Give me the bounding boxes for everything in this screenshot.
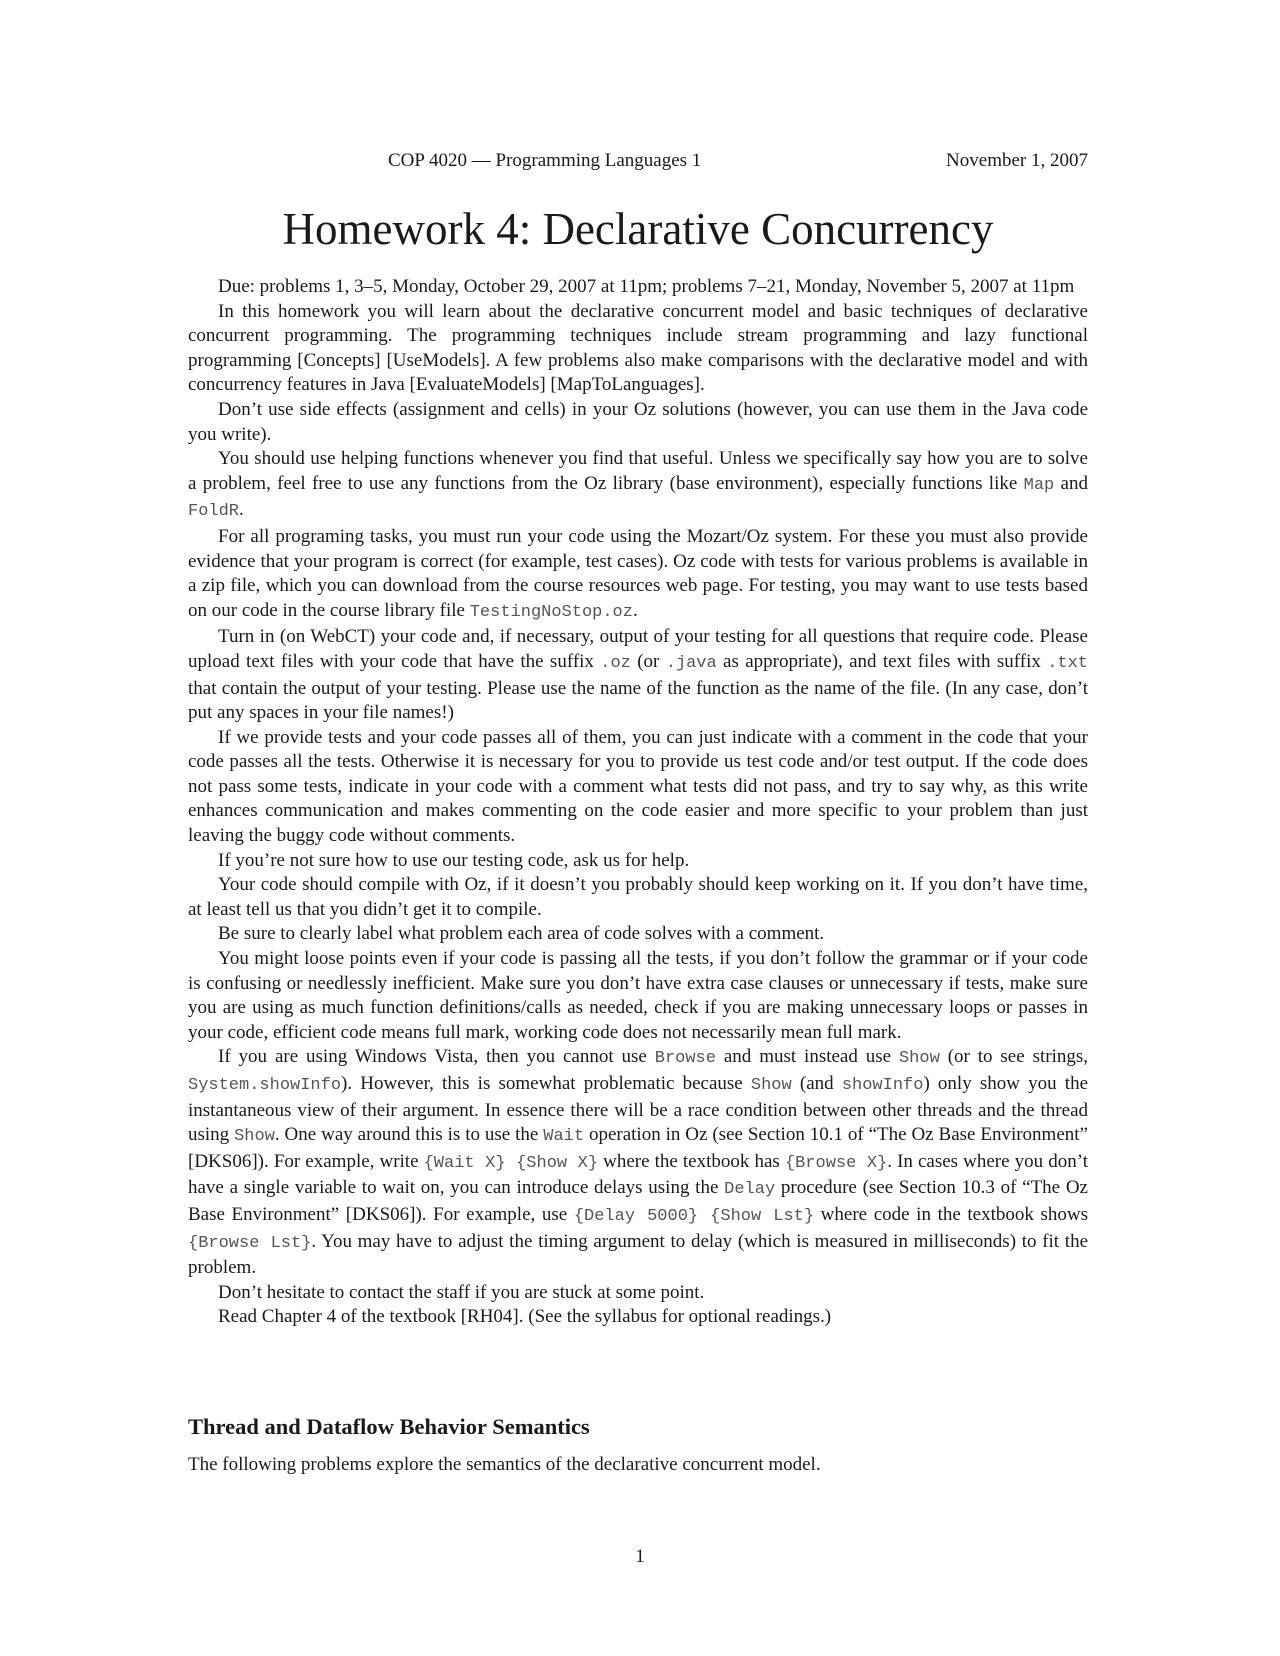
code-browse: Browse <box>654 1049 716 1069</box>
code-browse-lst: {Browse Lst} <box>188 1233 312 1253</box>
code-wait-show: {Wait X} {Show X} <box>423 1153 599 1173</box>
reading-paragraph: Read Chapter 4 of the textbook [RH04]. (See the syllabus for optional readings.) <box>218 1306 832 1328</box>
turn-in-paragraph: Turn in (on WebCT) your code and, if necessary, output of your testing for all questions that require code. Please upload text files with your code that have the suffix .oz (or .java as appropriate), and text files with suffix .txt that contain the output of your testing. Please use the name of the function as the name of the file. (In any case, don’t put any spaces in your file names!) <box>188 626 1088 724</box>
label-paragraph: Be sure to clearly label what problem each area of code solves with a comment. <box>218 923 825 945</box>
course-title: COP 4020 — Programming Languages 1 <box>388 150 702 171</box>
code-delay-show: {Delay 5000} {Show Lst} <box>573 1206 815 1226</box>
section-heading: Thread and Dataflow Behavior Semantics <box>188 1414 590 1439</box>
help-paragraph: If you’re not sure how to use our testing code, ask us for help. <box>218 849 690 871</box>
code-showinfo: showInfo <box>841 1076 924 1095</box>
page-title: Homework 4: Declarative Concurrency <box>282 204 994 254</box>
code-show: Show <box>898 1049 940 1069</box>
section-intro: The following problems explore the semantics of the declarative concurrent model. <box>188 1454 821 1475</box>
code-map: Map <box>1023 475 1055 495</box>
vista-paragraph: If you are using Windows Vista, then you cannot use Browse and must instead use Show (or to see strings, System.showInfo). However, this is somewhat problematic because Show (and showInfo) only show you the instantaneous view of their argument. In essence there will be a race condition between other threads and the thread using Show. One way around this is to use the Wait operation in Oz (see Section 10.1 of “The Oz Base Environment” [DKS06]). For example, write {Wait X} {Show X} where the textbook has {Browse X}. In cases where you don’t have a single variable to wait on, you can introduce delays using the Delay procedure (see Section 10.3 of “The Oz Base Environment” [DKS06]). For example, use {Delay 5000} {Show Lst} where code in the textbook shows {Browse Lst}. You may have to adjust the timing argument to delay (which is measured in milliseconds) to fit the problem. <box>188 1046 1089 1279</box>
body-text <box>188 275 1088 1330</box>
code-txt-suffix: .txt <box>1047 653 1088 673</box>
page-number: 1 <box>635 1546 645 1567</box>
code-show: Show <box>750 1076 792 1095</box>
due-paragraph: Due: problems 1, 3–5, Monday, October 29, 2007 at 11pm; problems 7–21, Monday, November 5, 2007 at 11pm <box>218 276 1075 297</box>
programming-tasks-paragraph: For all programing tasks, you must run your code using the Mozart/Oz system. For these you must also provide evidence that your program is correct (for example, test cases). Oz code with tests for various problems is available in a zip file, which you can download from the course resources web page. For testing, you may want to use tests based on our code in the course library file TestingNoStop.oz. <box>188 525 1088 622</box>
code-testing-file: TestingNoStop.oz <box>469 602 633 622</box>
header-date: November 1, 2007 <box>946 150 1088 171</box>
code-foldr: FoldR <box>188 502 240 522</box>
code-delay: Delay <box>724 1180 776 1200</box>
side-effects-paragraph: Don’t use side effects (assignment and cells) in your Oz solutions (however, you can use them in the Java code you write). <box>188 398 1088 445</box>
code-browse-x: {Browse X} <box>784 1153 888 1173</box>
code-oz-suffix: .oz <box>600 653 631 673</box>
helping-functions-paragraph: You should use helping functions whenever you find that useful. Unless we specifically say how you are to solve a problem, feel free to use any functions from the Oz library (base environment), especially functions like Map and FoldR. <box>188 448 1088 522</box>
code-wait: Wait <box>543 1127 585 1147</box>
code-system-showinfo: System.showInfo <box>188 1076 342 1095</box>
contact-paragraph: Don’t hesitate to contact the staff if you are stuck at some point. <box>218 1281 705 1303</box>
code-java-suffix: .java <box>665 653 717 673</box>
intro-paragraph: In this homework you will learn about the declarative concurrent model and basic techniques of declarative concurrent programming. The programming techniques include stream programming and lazy functional programming [Concepts] [UseModels]. A few problems also make comparisons with the declarative model and with concurrency features in Java [EvaluateModels] [MapToLanguages]. <box>188 300 1088 396</box>
code-show: Show <box>234 1127 275 1147</box>
tests-paragraph: If we provide tests and your code passes all of them, you can just indicate with a comment in the code that your code passes all the tests. Otherwise it is necessary for you to provide us test code and/or test output. If the code does not pass some tests, indicate in your code with a comment what tests did not pass, and try to say why, as this write enhances communication and makes commenting on the code easier and more specific to your problem than just leaving the buggy code without comments. <box>188 726 1088 847</box>
compile-paragraph: Your code should compile with Oz, if it doesn’t you probably should keep working on it. If you don’t have time, at least tell us that you didn’t get it to compile. <box>188 874 1088 920</box>
grading-paragraph: You might loose points even if your code is passing all the tests, if you don’t follow the grammar or if your code is confusing or needlessly inefficient. Make sure you don’t have extra case clauses or unnecessary if tests, make sure you are using as much function definitions/calls as needed, check if you are making unnecessary loops or passes in your code, efficient code means full mark, working code does not necessarily mean full mark. <box>188 948 1088 1043</box>
